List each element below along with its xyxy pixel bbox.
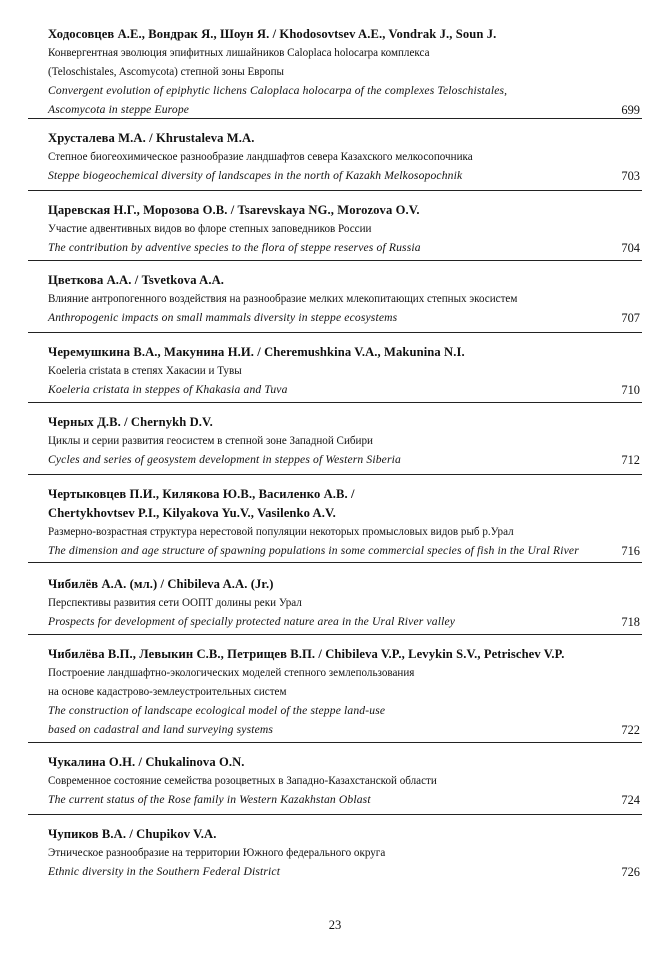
entry-title-ru: Современное состояние семейства розоцветных в Западно-Казахстанской области: [48, 775, 437, 787]
entry-title-en: Koeleria cristata in steppes of Khakasia and Tuva: [48, 383, 288, 396]
entry-title-en: Steppe biogeochemical diversity of landscapes in the north of Kazakh Melkosopochnik: [48, 169, 463, 182]
entry-title-en: The dimension and age structure of spawning populations in some commercial species of fish in the Ural River: [48, 544, 579, 557]
entry-title-ru: Участие адвентивных видов во флоре степных заповедников России: [48, 223, 372, 235]
entry-title-ru: Построение ландшафтно-экологических моделей степного землепользования: [48, 667, 415, 679]
entry-title-en: Convergent evolution of epiphytic lichens Caloplaca holocarpa of the complexes Teloschistales,: [48, 84, 508, 97]
entry-title-en: Prospects for development of specially protected nature area in the Ural River valley: [48, 615, 456, 628]
entry-authors: Чукалина О.Н. / Chukalinova O.N.: [48, 755, 245, 769]
entry-title-en: The current status of the Rose family in Western Kazakhstan Oblast: [48, 793, 371, 806]
entry-page-number: 716: [621, 544, 640, 558]
entry-title-ru: Степное биогеохимическое разнообразие ландшафтов севера Казахского мелкосопочника: [48, 151, 473, 163]
entry-title-ru: Размерно-возрастная структура нерестовой популяции некоторых промысловых видов рыб р.Урал: [48, 526, 514, 538]
entry-authors: Chertykhovtsev P.I., Kilyakova Yu.V., Vasilenko A.V.: [48, 506, 336, 520]
entry-authors: Черемушкина В.А., Макунина Н.И. / Cheremushkina V.A., Makunina N.I.: [48, 345, 465, 359]
entry-authors: Чупиков В.А. / Chupikov V.A.: [48, 827, 217, 841]
entry-page-number: 726: [621, 865, 640, 879]
entry-page-number: 707: [621, 311, 640, 325]
entry-page-number: 703: [621, 169, 640, 183]
divider: [28, 634, 642, 635]
entry-title-ru: Циклы и серии развития геосистем в степной зоне Западной Сибири: [48, 435, 373, 447]
divider: [28, 814, 642, 815]
entry-authors: Хрусталева М.А. / Khrustaleva M.A.: [48, 131, 255, 145]
entry-authors: Ходосовцев А.Е., Вондрак Я., Шоун Я. / Khodosovtsev A.E., Vondrak J., Soun J.: [48, 27, 497, 41]
divider: [28, 332, 642, 333]
divider: [28, 260, 642, 261]
entry-title-ru: на основе кадастрово-землеустроительных систем: [48, 686, 287, 698]
entry-authors: Черных Д.В. / Chernykh D.V.: [48, 415, 213, 429]
entry-page-number: 722: [621, 723, 640, 737]
entry-page-number: 704: [621, 241, 640, 255]
divider: [28, 742, 642, 743]
entry-page-number: 699: [621, 103, 640, 117]
divider: [28, 402, 642, 403]
entry-title-ru: (Teloschistales, Ascomycota) степной зоны Европы: [48, 66, 284, 78]
entry-title-ru: Влияние антропогенного воздействия на разнообразие мелких млекопитающих степных экосистем: [48, 293, 518, 305]
entry-page-number: 718: [621, 615, 640, 629]
entry-authors: Царевская Н.Г., Морозова О.В. / Tsarevskaya NG., Morozova O.V.: [48, 203, 420, 217]
entry-title-en: The construction of landscape ecological model of the steppe land-use: [48, 704, 386, 717]
entry-title-en: Anthropogenic impacts on small mammals diversity in steppe ecosystems: [48, 311, 398, 324]
entry-page-number: 710: [621, 383, 640, 397]
entry-title-ru: Koeleria cristata в степях Хакасии и Тувы: [48, 365, 242, 377]
entry-authors: Чибилёва В.П., Левыкин С.В., Петрищев В.П. / Chibileva V.P., Levykin S.V., Petrischev V.P.: [48, 647, 565, 661]
entry-authors: Чертыковцев П.И., Килякова Ю.В., Василенко А.В. /: [48, 487, 355, 501]
entry-title-en: based on cadastral and land surveying systems: [48, 723, 274, 736]
entry-authors: Чибилёв А.А. (мл.) / Chibileva A.A. (Jr.): [48, 577, 274, 591]
entry-page-number: 712: [621, 453, 640, 467]
entry-title-en: The contribution by adventive species to the flora of steppe reserves of Russia: [48, 241, 421, 254]
divider: [28, 474, 642, 475]
divider: [28, 190, 642, 191]
entry-title-ru: Конвергентная эволюция эпифитных лишайников Caloplaca holocarpa комплекса: [48, 47, 430, 59]
entry-title-en: Ascomycota in steppe Europe: [48, 103, 190, 116]
entry-page-number: 724: [621, 793, 640, 807]
divider: [28, 562, 642, 563]
entry-title-ru: Перспективы развития сети ООПТ долины реки Урал: [48, 597, 302, 609]
entry-title-en: Cycles and series of geosystem development in steppes of Western Siberia: [48, 453, 401, 466]
entry-title-ru: Этническое разнообразие на территории Южного федерального округа: [48, 847, 386, 859]
page-number: 23: [328, 918, 342, 932]
entry-title-en: Ethnic diversity in the Southern Federal District: [48, 865, 281, 878]
entry-authors: Цветкова А.А. / Tsvetkova A.A.: [48, 273, 225, 287]
divider: [28, 118, 642, 119]
